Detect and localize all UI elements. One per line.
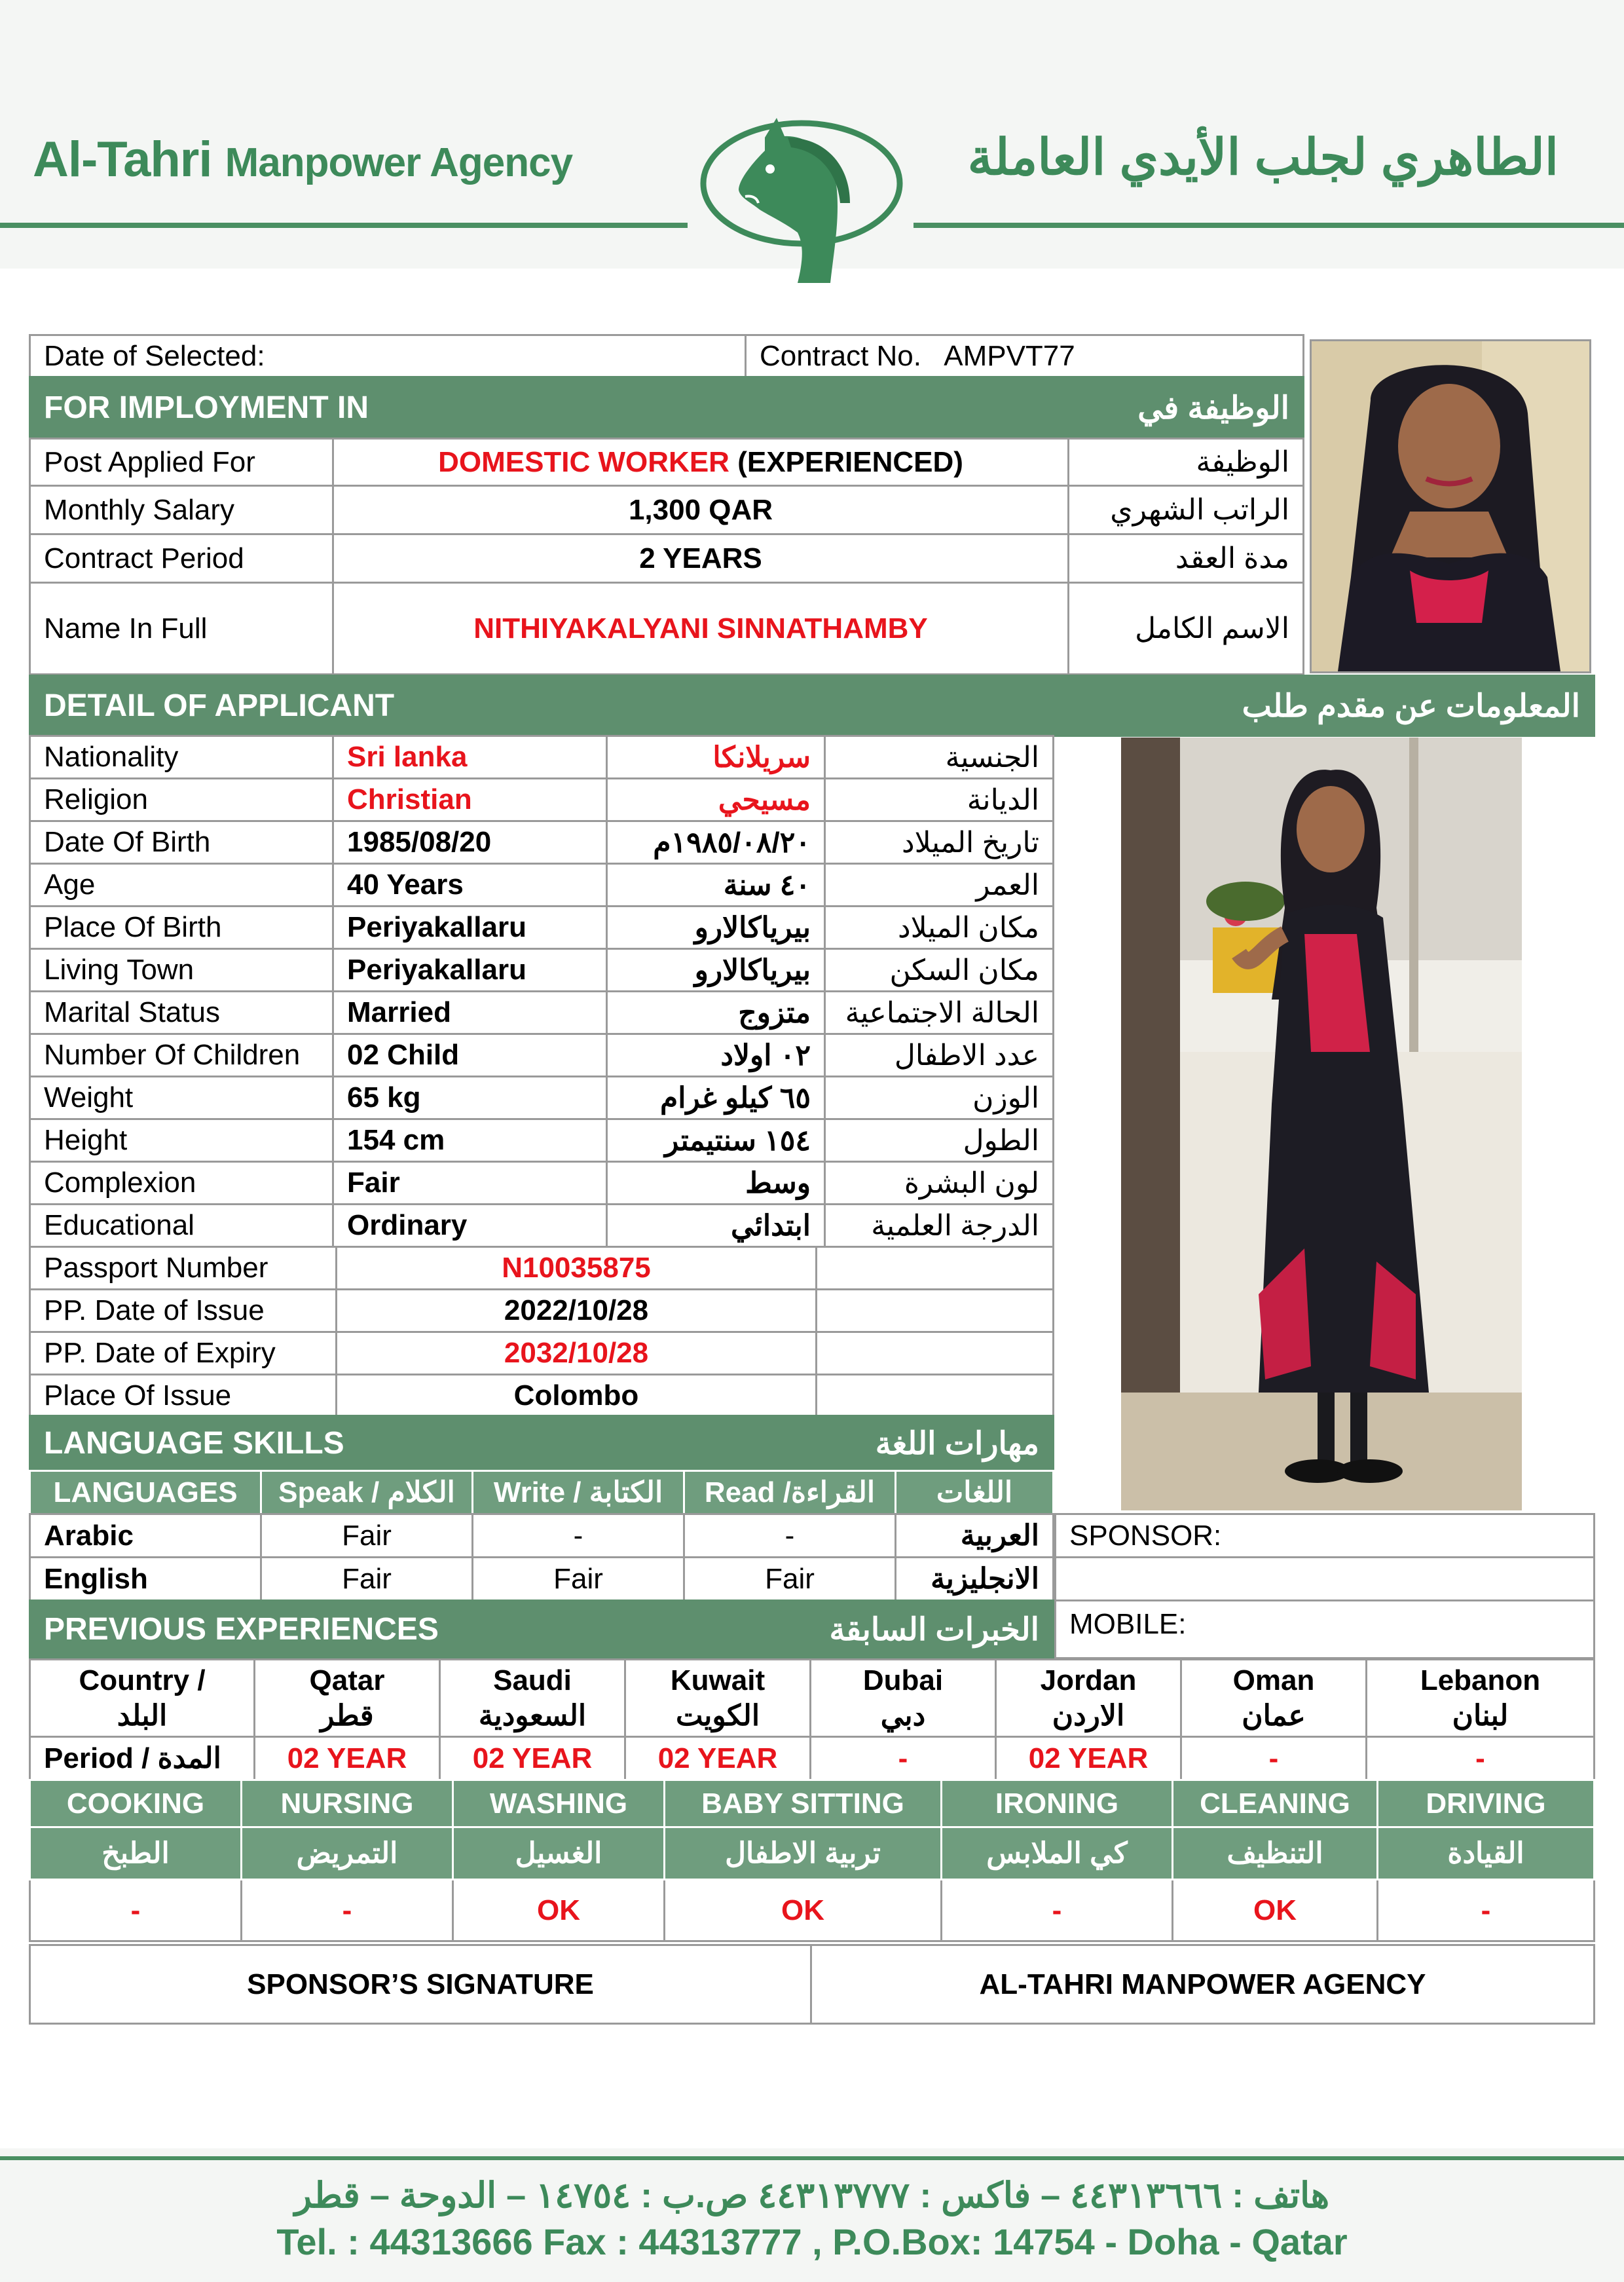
nationality-label: Nationality (30, 736, 333, 779)
skill-driving-en: DRIVING (1378, 1780, 1595, 1827)
skill-washing-value: OK (453, 1880, 665, 1941)
weight-value-ar: ٦٥ كيلو غرام (607, 1077, 825, 1119)
religion-value: Christian (333, 779, 607, 821)
portrait-photo (1310, 339, 1591, 673)
sponsor-label: SPONSOR: (1056, 1514, 1595, 1558)
period-saudi: 02 YEAR (440, 1737, 625, 1780)
language-bar-en: LANGUAGE SKILLS (30, 1416, 484, 1471)
post-applied-value (333, 439, 1069, 486)
skills-table (29, 1779, 1595, 1942)
footer-rule (0, 2156, 1624, 2160)
applicant-section (29, 675, 1595, 737)
full-body-photo (1121, 738, 1522, 1510)
marital-status-label: Marital Status (30, 992, 333, 1034)
skill-ironing-ar: كي الملابس (942, 1827, 1173, 1880)
footer-contact-ar: هاتف : ٤٤٣١٣٦٦٦ – فاكس : ٤٤٣١٣٧٧٧ ص.ب : ١٤٧٥٤ – الدوحة – قطر (294, 2176, 1330, 2215)
weight-value: 65 kg (333, 1077, 607, 1119)
passport-number-value: N10035875 (337, 1247, 817, 1290)
country-dubai (811, 1660, 996, 1737)
living-town-value: Periyakallaru (333, 949, 607, 992)
company-name-ar: الطاهري لجلب الأيدي العاملة (967, 130, 1559, 185)
lang-header-speak: Speak / الكلام (261, 1471, 473, 1514)
header-rule-right (913, 223, 1624, 228)
country-kuwait-ar: الكويت (675, 1699, 760, 1732)
experience-bar-en: PREVIOUS EXPERIENCES (30, 1601, 815, 1658)
living-town-label: Living Town (30, 949, 333, 992)
country-lebanon (1367, 1660, 1595, 1737)
salary-ar: الراتب الشهري (1069, 486, 1304, 534)
religion-ar: الديانة (825, 779, 1054, 821)
country-oman-en: Oman (1232, 1664, 1315, 1696)
place-of-issue-label: Place Of Issue (30, 1375, 337, 1417)
lang-header-write: Write / الكتابة (473, 1471, 684, 1514)
height-label: Height (30, 1119, 333, 1162)
signature-table (29, 1944, 1595, 2025)
place-of-birth-value: Periyakallaru (333, 907, 607, 949)
country-jordan-ar: الاردن (1052, 1699, 1125, 1732)
education-value-ar: ابتدائي (607, 1205, 825, 1247)
applicant-bar-en: DETAIL OF APPLICANT (30, 676, 733, 736)
footer-contact-en: Tel. : 44313666 Fax : 44313777 , P.O.Box: 14754 - Doha - Qatar (276, 2221, 1348, 2262)
applicant-bar-ar: المعلومات عن مقدم طلب (733, 676, 1595, 736)
language-header-row (29, 1470, 1054, 1515)
company-name-en-1: Al-Tahri (33, 132, 212, 187)
post-applied-value-red: DOMESTIC WORKER (438, 445, 729, 478)
post-applied-value-suffix: (EXPERIENCED) (729, 445, 963, 478)
period-lebanon: - (1367, 1737, 1595, 1780)
place-of-birth-value-ar: بيرياكالارو (607, 907, 825, 949)
skill-washing-en: WASHING (453, 1780, 665, 1827)
children-label: Number Of Children (30, 1034, 333, 1077)
lang-english-ar: الانجليزية (896, 1558, 1054, 1601)
country-kuwait (625, 1660, 811, 1737)
lang-header-languages: LANGUAGES (30, 1471, 261, 1514)
age-label: Age (30, 864, 333, 907)
skill-nursing-value: - (242, 1880, 453, 1941)
age-value-ar: ٤٠ سنة (607, 864, 825, 907)
place-of-birth-ar: مكان الميلاد (825, 907, 1054, 949)
contract-period-label: Contract Period (30, 534, 333, 583)
marital-status-value-ar: متزوج (607, 992, 825, 1034)
height-value: 154 cm (333, 1119, 607, 1162)
children-ar: عدد الاطفال (825, 1034, 1054, 1077)
living-town-value-ar: بيرياكالارو (607, 949, 825, 992)
period-qatar: 02 YEAR (255, 1737, 440, 1780)
pp-expiry-value: 2032/10/28 (337, 1332, 817, 1375)
place-of-issue-blank (817, 1375, 1054, 1417)
lang-header-ar: اللغات (896, 1471, 1054, 1514)
post-applied-label: Post Applied For (30, 439, 333, 486)
contract-period-value: 2 YEARS (333, 534, 1069, 583)
skill-cleaning-en: CLEANING (1173, 1780, 1378, 1827)
marital-status-value: Married (333, 992, 607, 1034)
date-selected-label: Date of Selected: (44, 339, 265, 372)
period-dubai: - (811, 1737, 996, 1780)
height-value-ar: ١٥٤ سنتيمتر (607, 1119, 825, 1162)
country-qatar-ar: قطر (320, 1699, 374, 1732)
religion-value-ar: مسيحي (607, 779, 825, 821)
salary-value: 1,300 QAR (333, 486, 1069, 534)
place-of-issue-value: Colombo (337, 1375, 817, 1417)
skill-ironing-value: - (942, 1880, 1173, 1941)
children-value: 02 Child (333, 1034, 607, 1077)
skill-cooking-value: - (30, 1880, 242, 1941)
employment-bar-en: FOR IMPLOYMENT IN (30, 377, 733, 439)
country-lebanon-en: Lebanon (1420, 1664, 1541, 1696)
skill-cooking-en: COOKING (30, 1780, 242, 1827)
country-saudi-en: Saudi (493, 1664, 572, 1696)
lang-english-write: Fair (473, 1558, 684, 1601)
lang-arabic-name: Arabic (30, 1514, 261, 1558)
skill-washing-ar: الغسيل (453, 1827, 665, 1880)
pp-issue-value: 2022/10/28 (337, 1290, 817, 1332)
nationality-value-ar: سريلانكا (607, 736, 825, 779)
applicant-details-table (29, 735, 1054, 1248)
complexion-label: Complexion (30, 1162, 333, 1205)
contract-no-label: Contract No. (760, 339, 921, 372)
country-qatar (255, 1660, 440, 1737)
children-value-ar: ٠٢ اولاد (607, 1034, 825, 1077)
salary-label: Monthly Salary (30, 486, 333, 534)
country-dubai-ar: دبي (880, 1699, 926, 1732)
pp-expiry-blank (817, 1332, 1054, 1375)
country-oman-ar: عمان (1242, 1699, 1306, 1732)
date-selected-cell (30, 335, 746, 377)
full-name-ar: الاسم الكامل (1069, 583, 1304, 675)
weight-label: Weight (30, 1077, 333, 1119)
complexion-value: Fair (333, 1162, 607, 1205)
marital-status-ar: الحالة الاجتماعية (825, 992, 1054, 1034)
contract-number-cell (746, 335, 1304, 377)
lang-arabic-speak: Fair (261, 1514, 473, 1558)
passport-number-blank (817, 1247, 1054, 1290)
dob-value-ar: ١٩٨٥/٠٨/٢٠م (607, 821, 825, 864)
pp-issue-label: PP. Date of Issue (30, 1290, 337, 1332)
weight-ar: الوزن (825, 1077, 1054, 1119)
dob-ar: تاريخ الميلاد (825, 821, 1054, 864)
skill-ironing-en: IRONING (942, 1780, 1173, 1827)
height-ar: الطول (825, 1119, 1054, 1162)
employment-section (29, 376, 1304, 440)
language-bar-ar: مهارات اللغة (484, 1416, 1054, 1471)
country-saudi-ar: السعودية (478, 1699, 587, 1732)
education-ar: الدرجة العلمية (825, 1205, 1054, 1247)
employment-bar-ar: الوظيفة في (733, 377, 1304, 439)
period-label: Period / المدة (30, 1737, 255, 1780)
agency-signature: AL-TAHRI MANPOWER AGENCY (811, 1945, 1595, 2024)
country-lebanon-ar: لبنان (1452, 1699, 1509, 1732)
living-town-ar: مكان السكن (825, 949, 1054, 992)
lang-arabic-write: - (473, 1514, 684, 1558)
place-of-birth-label: Place Of Birth (30, 907, 333, 949)
skill-driving-ar: القيادة (1378, 1827, 1595, 1880)
full-name-label: Name In Full (30, 583, 333, 675)
employment-table (29, 438, 1304, 675)
religion-label: Religion (30, 779, 333, 821)
skill-cooking-ar: الطبخ (30, 1827, 242, 1880)
complexion-ar: لون البشرة (825, 1162, 1054, 1205)
education-label: Educational (30, 1205, 333, 1247)
period-jordan: 02 YEAR (996, 1737, 1181, 1780)
age-value: 40 Years (333, 864, 607, 907)
sponsor-box (1054, 1513, 1595, 1659)
passport-number-label: Passport Number (30, 1247, 337, 1290)
country-saudi (440, 1660, 625, 1737)
post-applied-ar: الوظيفة (1069, 439, 1304, 486)
skill-driving-value: - (1378, 1880, 1595, 1941)
nationality-value: Sri lanka (333, 736, 607, 779)
language-table (29, 1513, 1054, 1601)
nationality-ar: الجنسية (825, 736, 1054, 779)
header-rule-left (0, 223, 688, 228)
lang-english-name: English (30, 1558, 261, 1601)
mobile-label: MOBILE: (1056, 1601, 1595, 1658)
period-oman: - (1181, 1737, 1367, 1780)
contract-no-value: AMPVT77 (944, 339, 1075, 372)
country-header (30, 1660, 255, 1737)
complexion-value-ar: وسط (607, 1162, 825, 1205)
pp-issue-blank (817, 1290, 1054, 1332)
skill-babysitting-value: OK (665, 1880, 942, 1941)
lang-header-read: Read /القراءة (684, 1471, 896, 1514)
lang-arabic-ar: العربية (896, 1514, 1054, 1558)
pp-expiry-label: PP. Date of Expiry (30, 1332, 337, 1375)
country-jordan (996, 1660, 1181, 1737)
dob-label: Date Of Birth (30, 821, 333, 864)
country-kuwait-en: Kuwait (670, 1664, 766, 1696)
lang-english-speak: Fair (261, 1558, 473, 1601)
country-header-ar: البلد (117, 1699, 168, 1732)
contract-period-ar: مدة العقد (1069, 534, 1304, 583)
dob-value: 1985/08/20 (333, 821, 607, 864)
country-qatar-en: Qatar (309, 1664, 385, 1696)
language-skills-bar (29, 1415, 1054, 1472)
sponsor-blank (1056, 1558, 1595, 1601)
passport-table (29, 1246, 1054, 1418)
education-value: Ordinary (333, 1205, 607, 1247)
country-dubai-en: Dubai (862, 1664, 944, 1696)
company-name-en-2: Manpower Agency (225, 140, 573, 185)
age-ar: العمر (825, 864, 1054, 907)
company-name-en (33, 131, 572, 188)
lang-english-read: Fair (684, 1558, 896, 1601)
full-name-value: NITHIYAKALYANI SINNATHAMBY (333, 583, 1069, 675)
skill-nursing-en: NURSING (242, 1780, 453, 1827)
sponsor-signature: SPONSOR’S SIGNATURE (30, 1945, 811, 2024)
skill-babysitting-ar: تربية الاطفال (665, 1827, 942, 1880)
country-header-en: Country / (79, 1664, 206, 1696)
experience-table (29, 1658, 1595, 1781)
country-oman (1181, 1660, 1367, 1737)
skill-nursing-ar: التمريض (242, 1827, 453, 1880)
horse-emblem-icon (699, 111, 904, 295)
experience-bar (29, 1599, 1054, 1659)
experience-bar-ar: الخبرات السابقة (815, 1601, 1054, 1658)
lang-arabic-read: - (684, 1514, 896, 1558)
contract-info-row (29, 334, 1304, 378)
skill-babysitting-en: BABY SITTING (665, 1780, 942, 1827)
skill-cleaning-value: OK (1173, 1880, 1378, 1941)
period-kuwait: 02 YEAR (625, 1737, 811, 1780)
country-jordan-en: Jordan (1040, 1664, 1137, 1696)
skill-cleaning-ar: التنظيف (1173, 1827, 1378, 1880)
